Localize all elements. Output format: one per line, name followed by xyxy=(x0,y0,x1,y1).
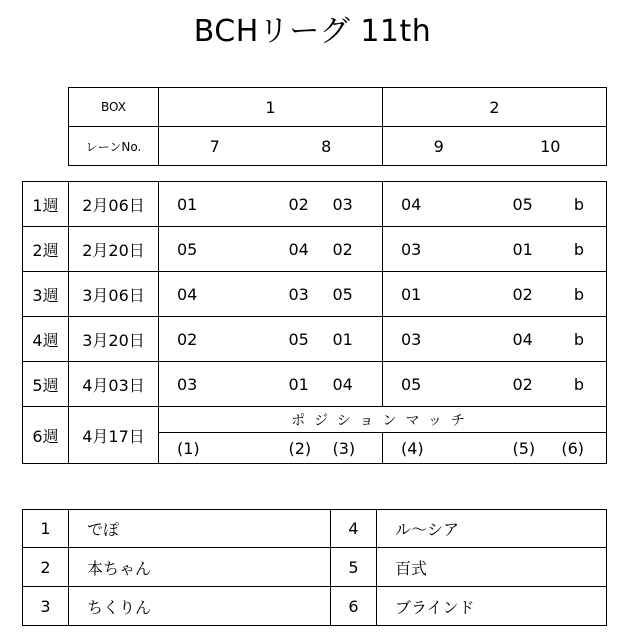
table-row xyxy=(23,317,607,362)
lane-10-cell-b: b xyxy=(551,362,607,407)
page-title: BCHリーグ 11th xyxy=(193,14,432,49)
member-no: 2 xyxy=(23,548,69,587)
table-row xyxy=(23,510,607,548)
table-row xyxy=(23,407,607,433)
box-1: 1 xyxy=(159,88,383,127)
member-name: 本ちゃん xyxy=(69,548,331,587)
lane-8-cell-a: 01 xyxy=(271,362,329,407)
table-row xyxy=(23,227,607,272)
lane-10-cell-b: b xyxy=(551,272,607,317)
member-name: ル～シア xyxy=(377,510,607,548)
lane-7: 7 xyxy=(159,127,271,166)
table-row xyxy=(23,272,607,317)
position-cell: (1) xyxy=(159,433,271,464)
member-name: 百式 xyxy=(377,548,607,587)
date-cell: 2月20日 xyxy=(69,227,159,272)
lane-8: 8 xyxy=(271,127,383,166)
table-row xyxy=(23,362,607,407)
week-cell: 3週 xyxy=(23,272,69,317)
member-no: 4 xyxy=(331,510,377,548)
position-cell: (6) xyxy=(551,433,607,464)
week-cell: 1週 xyxy=(23,182,69,227)
member-no: 1 xyxy=(23,510,69,548)
box-label: BOX xyxy=(69,88,159,127)
lane-9: 9 xyxy=(383,127,495,166)
lane-8-cell-b: 01 xyxy=(329,317,383,362)
box-2: 2 xyxy=(383,88,607,127)
lane-8-cell-b: 05 xyxy=(329,272,383,317)
lane-7-cell: 04 xyxy=(159,272,271,317)
date-cell: 2月06日 xyxy=(69,182,159,227)
position-cell: (3) xyxy=(329,433,383,464)
lane-10-cell-b: b xyxy=(551,227,607,272)
lane-8-cell-b: 03 xyxy=(329,182,383,227)
table-row xyxy=(23,548,607,587)
week-cell: 2週 xyxy=(23,227,69,272)
position-match-label: ポジションマッチ xyxy=(159,407,607,433)
lane-7-cell: 05 xyxy=(159,227,271,272)
lane-7-cell: 01 xyxy=(159,182,271,227)
lane-10-cell-a: 05 xyxy=(495,182,551,227)
position-cell: (4) xyxy=(383,433,495,464)
lane-10-cell-b: b xyxy=(551,182,607,227)
lane-8-cell-a: 05 xyxy=(271,317,329,362)
schedule-table xyxy=(22,181,607,464)
position-cell: (5) xyxy=(495,433,551,464)
week-cell: 5週 xyxy=(23,362,69,407)
lane-9-cell: 01 xyxy=(383,272,495,317)
lane-8-cell-a: 03 xyxy=(271,272,329,317)
date-cell: 3月06日 xyxy=(69,272,159,317)
lane-label: レーンNo. xyxy=(69,127,159,166)
lane-10-cell-b: b xyxy=(551,317,607,362)
week-cell: 6週 xyxy=(23,407,69,464)
lane-9-cell: 03 xyxy=(383,317,495,362)
lane-10-cell-a: 02 xyxy=(495,362,551,407)
member-name: でぽ xyxy=(69,510,331,548)
lane-9-cell: 04 xyxy=(383,182,495,227)
lane-8-cell-b: 04 xyxy=(329,362,383,407)
lane-8-cell-b: 02 xyxy=(329,227,383,272)
date-cell: 3月20日 xyxy=(69,317,159,362)
member-no: 5 xyxy=(331,548,377,587)
member-name: ちくりん xyxy=(69,587,331,626)
lane-header-table xyxy=(68,87,607,166)
table-row xyxy=(23,587,607,626)
week-cell: 4週 xyxy=(23,317,69,362)
member-no: 3 xyxy=(23,587,69,626)
table-row xyxy=(23,182,607,227)
lane-10-cell-a: 01 xyxy=(495,227,551,272)
lane-10: 10 xyxy=(495,127,607,166)
lane-8-cell-a: 02 xyxy=(271,182,329,227)
lane-10-cell-a: 02 xyxy=(495,272,551,317)
lane-9-cell: 03 xyxy=(383,227,495,272)
lane-8-cell-a: 04 xyxy=(271,227,329,272)
date-cell: 4月17日 xyxy=(69,407,159,464)
member-name: ブラインド xyxy=(377,587,607,626)
lane-7-cell: 03 xyxy=(159,362,271,407)
lane-10-cell-a: 04 xyxy=(495,317,551,362)
member-no: 6 xyxy=(331,587,377,626)
lane-7-cell: 02 xyxy=(159,317,271,362)
lane-9-cell: 05 xyxy=(383,362,495,407)
position-cell: (2) xyxy=(271,433,329,464)
member-table xyxy=(22,509,607,626)
date-cell: 4月03日 xyxy=(69,362,159,407)
